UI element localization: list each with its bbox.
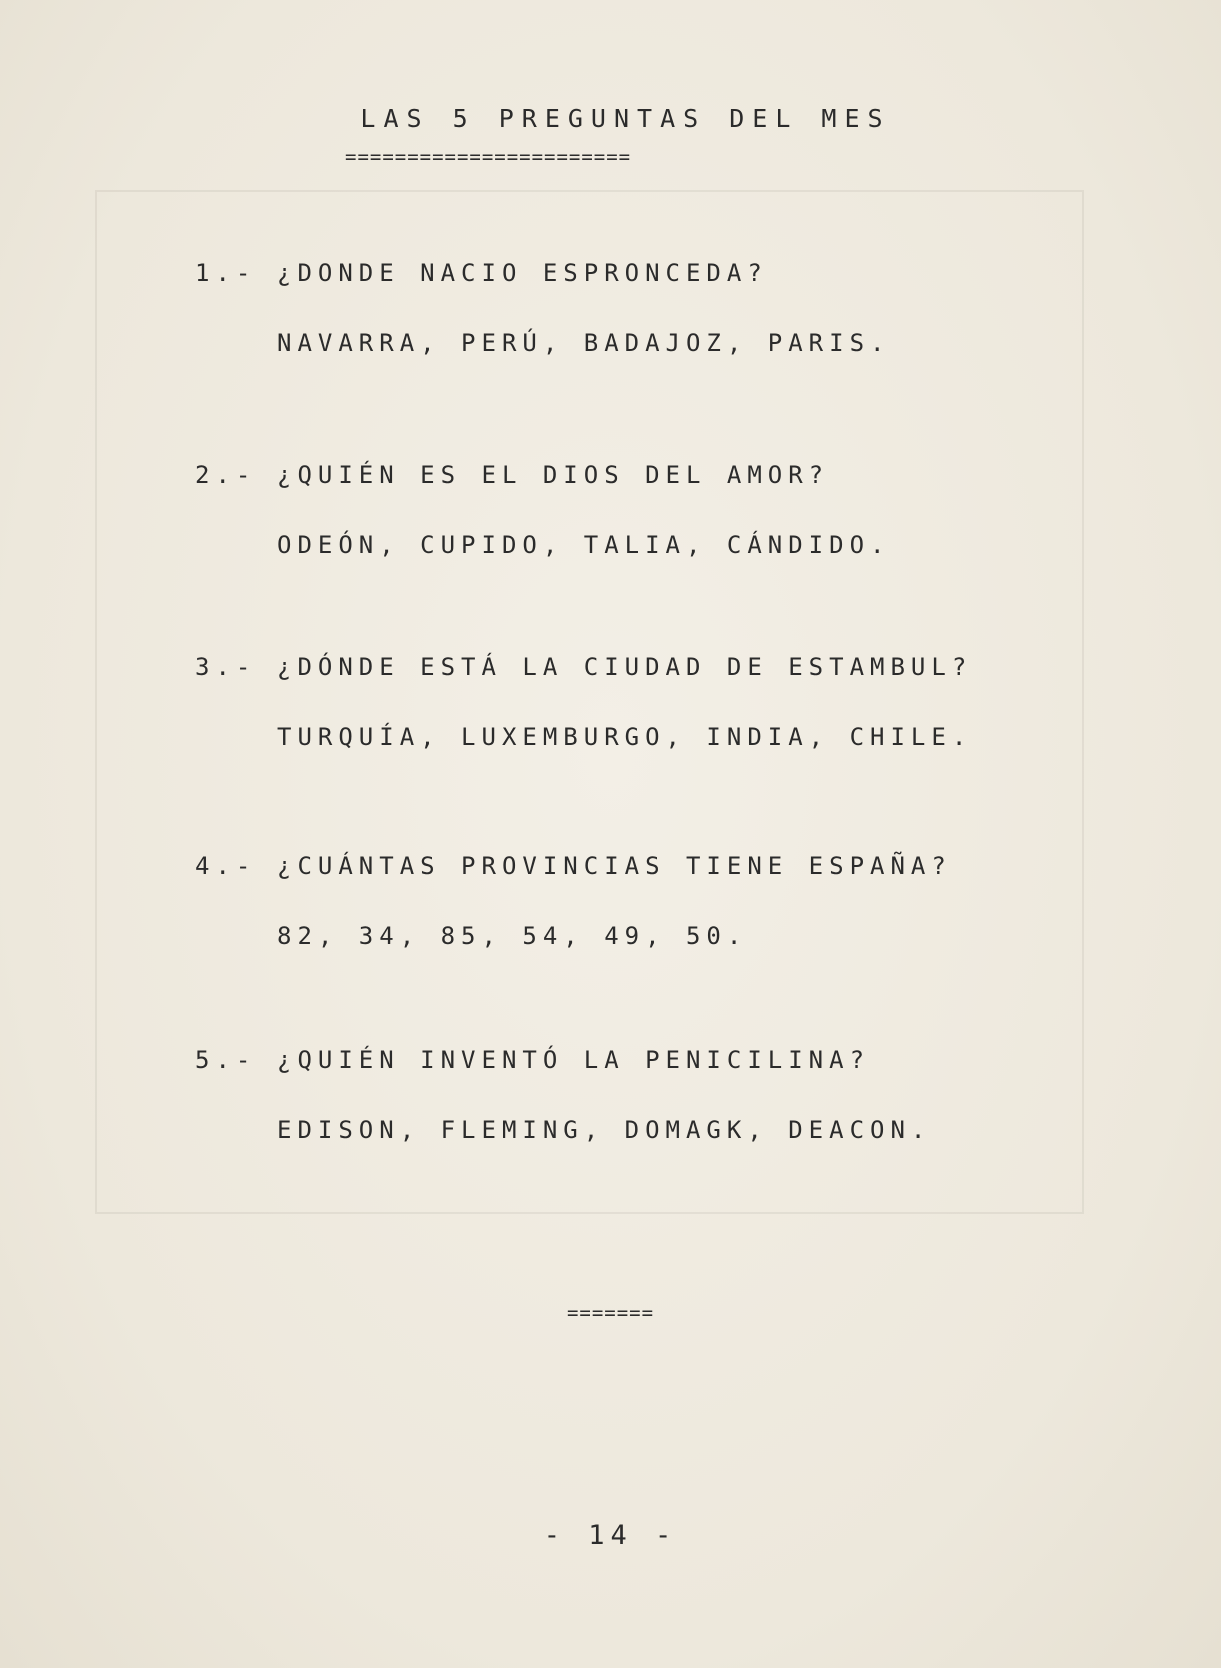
answer-options: 82, 34, 85, 54, 49, 50. (277, 922, 748, 950)
answer-options: NAVARRA, PERÚ, BADAJOZ, PARIS. (277, 329, 891, 357)
question-text: ¿DONDE NACIO ESPRONCEDA? (277, 259, 768, 287)
question-number: 2.- (195, 461, 257, 489)
question-1 (195, 258, 890, 358)
question-3 (195, 652, 972, 752)
answer-options: ODEÓN, CUPIDO, TALIA, CÁNDIDO. (277, 531, 891, 559)
question-4 (195, 851, 952, 951)
answer-options: EDISON, FLEMING, DOMAGK, DEACON. (277, 1116, 932, 1144)
question-number: 4.- (195, 852, 257, 880)
question-text: ¿DÓNDE ESTÁ LA CIUDAD DE ESTAMBUL? (277, 653, 973, 681)
question-5 (195, 1045, 931, 1145)
question-2 (195, 460, 890, 560)
page-number: - 14 - (543, 1520, 678, 1551)
question-number: 1.- (195, 259, 257, 287)
question-number: 5.- (195, 1046, 257, 1074)
question-text: ¿QUIÉN INVENTÓ LA PENICILINA? (277, 1046, 871, 1074)
question-text: ¿QUIÉN ES EL DIOS DEL AMOR? (277, 461, 830, 489)
question-text: ¿CUÁNTAS PROVINCIAS TIENE ESPAÑA? (277, 852, 952, 880)
question-number: 3.- (195, 653, 257, 681)
page-title: LAS 5 PREGUNTAS DEL MES (360, 104, 891, 133)
title-underline: ======================= (345, 146, 632, 168)
end-rule: ======= (566, 1302, 655, 1324)
answer-options: TURQUÍA, LUXEMBURGO, INDIA, CHILE. (277, 723, 973, 751)
